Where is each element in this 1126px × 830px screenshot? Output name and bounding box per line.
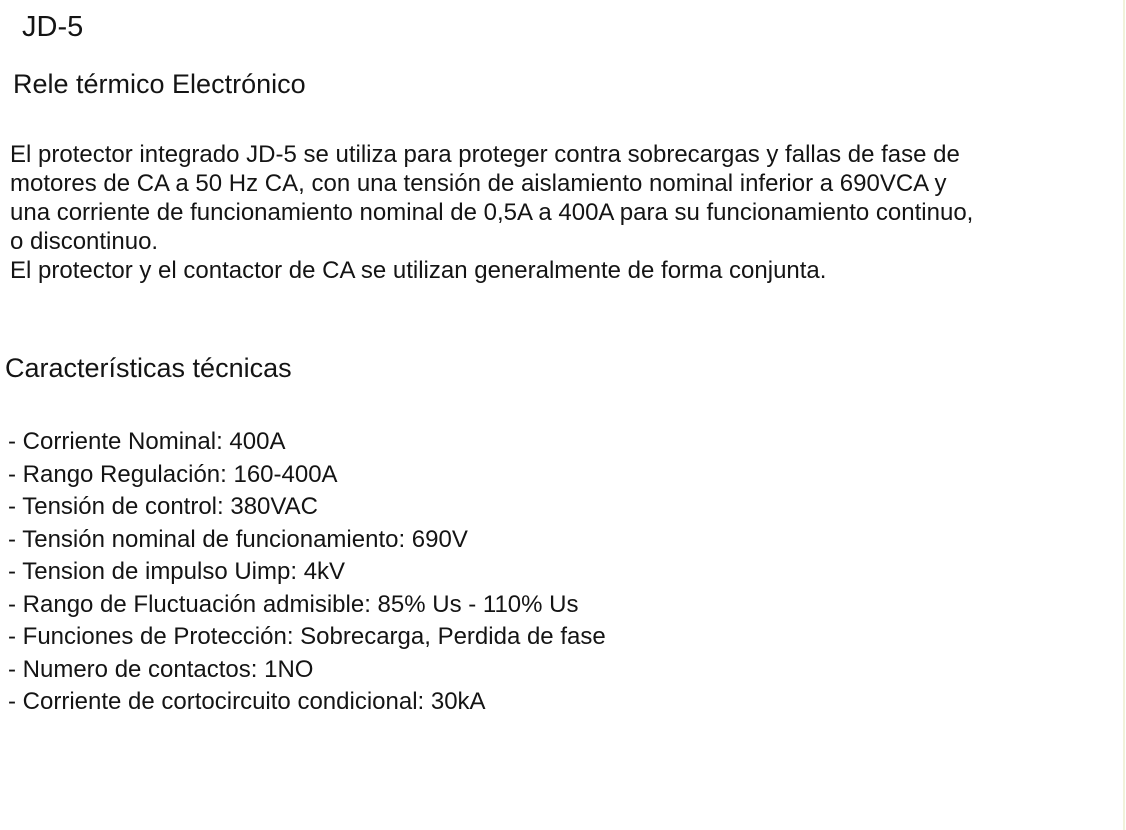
spec-item-tension-nominal: - Tensión nominal de funcionamiento: 690V	[8, 525, 468, 553]
spec-item-corriente-cortocircuito: - Corriente de cortocircuito condicional: 30kA	[8, 688, 486, 715]
page-right-edge-line	[1123, 0, 1125, 830]
description-line: El protector integrado JD-5 se utiliza para proteger contra sobrecargas y fallas de fase de	[10, 141, 960, 168]
spec-item-rango-regulacion: - Rango Regulación: 160-400A	[8, 460, 338, 488]
spec-item-funciones-proteccion: - Funciones de Protección: Sobrecarga, Perdida de fase	[8, 623, 606, 650]
section-heading-technical-characteristics: Características técnicas	[5, 353, 292, 383]
description-line: motores de CA a 50 Hz CA, con una tensión de aislamiento nominal inferior a 690VCA y	[10, 170, 947, 197]
description-line: El protector y el contactor de CA se utilizan generalmente de forma conjunta.	[10, 257, 827, 284]
page-title: JD-5	[22, 11, 84, 43]
spec-item-corriente-nominal: - Corriente Nominal: 400A	[8, 428, 286, 455]
description-paragraph	[10, 140, 1118, 285]
spec-item-tension-impulso: - Tension de impulso Uimp: 4kV	[8, 558, 346, 585]
page-subtitle: Rele térmico Electrónico	[13, 69, 306, 99]
spec-item-rango-fluctuacion: - Rango de Fluctuación admisible: 85% Us - 110% Us	[8, 590, 579, 618]
spec-item-tension-control: - Tensión de control: 380VAC	[8, 493, 318, 520]
spec-item-numero-contactos: - Numero de contactos: 1NO	[8, 655, 314, 683]
description-line: o discontinuo.	[10, 228, 159, 255]
spec-list	[8, 426, 1108, 719]
description-line: una corriente de funcionamiento nominal de 0,5A a 400A para su funcionamiento continuo,	[10, 199, 974, 226]
